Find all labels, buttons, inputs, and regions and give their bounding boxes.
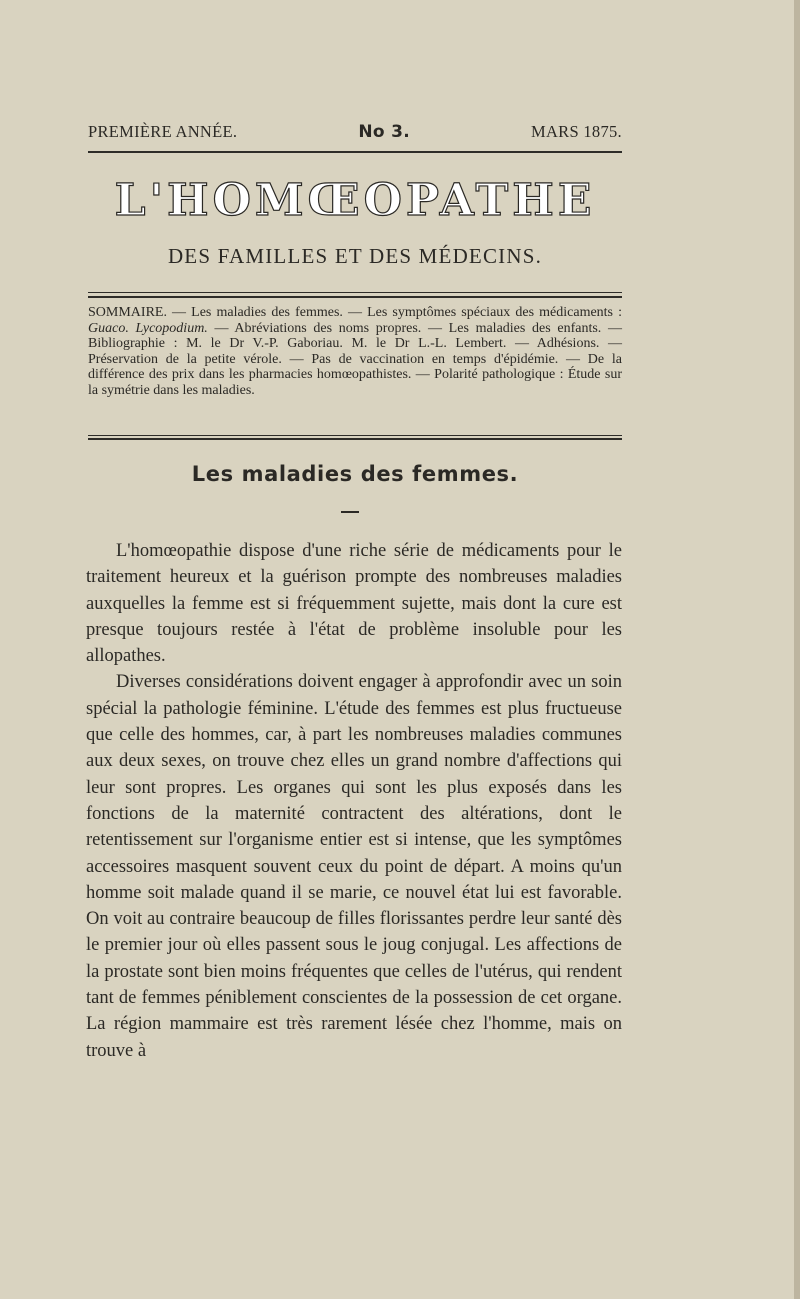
article-body — [86, 538, 622, 1064]
summary-italic: Guaco. Lycopodium. — [88, 320, 208, 336]
paragraph: L'homœopathie dispose d'une riche série de médicaments pour le traitement heureux et la guérison prompte des nombreuses maladies auxquelles la femme est si fréquemment sujette, mais dont la cure est presque toujours restée à l'état de problème insoluble pour les allopathes. — [86, 541, 622, 667]
article-title: Les maladies des femmes. — [191, 462, 519, 486]
summary-text-2: — Abréviations des noms propres. — Les maladies des enfants. — Bibliographie : M. le Dr V.-P. Gaboriau. M. le Dr L.-L. Lembert. — Adhésions. — Préservation de la petite vérole. — Pas de vaccination en temps d'épidémie. — De la différence des prix dans les pharmacies homœopathistes. — Polarité pathologique : Étude sur la symétrie dans les maladies. — [88, 320, 622, 398]
rule-thin — [88, 292, 622, 293]
header-rule — [88, 151, 622, 153]
summary — [88, 305, 622, 399]
journal-title: L'HOMŒOPATHE — [114, 175, 596, 226]
issue-header — [88, 122, 622, 142]
issue-number: No 3. — [358, 122, 410, 142]
rule-thin — [88, 435, 622, 436]
title-dash — [341, 511, 359, 513]
issue-date: MARS 1875. — [530, 122, 622, 141]
summary-text-1: SOMMAIRE. — Les maladies des femmes. — Les symptômes spéciaux des médicaments : — [88, 305, 622, 320]
paragraph: Diverses considérations doivent engager à approfondir avec un soin spécial la pathologie féminine. L'étude des femmes est plus fructueuse que celle des hommes, car, à part les nombreuses maladies communes aux deux sexes, on trouve chez elles un grand nombre d'affections qui leur sont propres. Les organes qui sont les plus exposés dans les fonctions de la maternité contractent des altérations, dont le retentissement sur l'organisme entier est si intense, que les symptômes accessoires masquent souvent ceux du point de départ. A moins qu'un homme soit malade quand il se marie, ce nouvel état lui est favorable. On voit au contraire beaucoup de filles florissantes perdre leur santé dès le premier jour où elles passent sous le joug conjugal. Les affections de la prostate sont bien moins fréquentes que celles de l'utérus, qui rendent tant de femmes péniblement conscientes de la possession de cet organe. La région mammaire est très rarement lésée chez l'homme, mais on trouve à — [86, 672, 622, 1061]
rule-thick — [88, 296, 622, 298]
rule-thick — [88, 438, 622, 440]
page-edge — [794, 0, 800, 1299]
issue-year: PREMIÈRE ANNÉE. — [88, 122, 238, 141]
journal-subtitle: DES FAMILLES ET DES MÉDECINS. — [167, 244, 543, 268]
